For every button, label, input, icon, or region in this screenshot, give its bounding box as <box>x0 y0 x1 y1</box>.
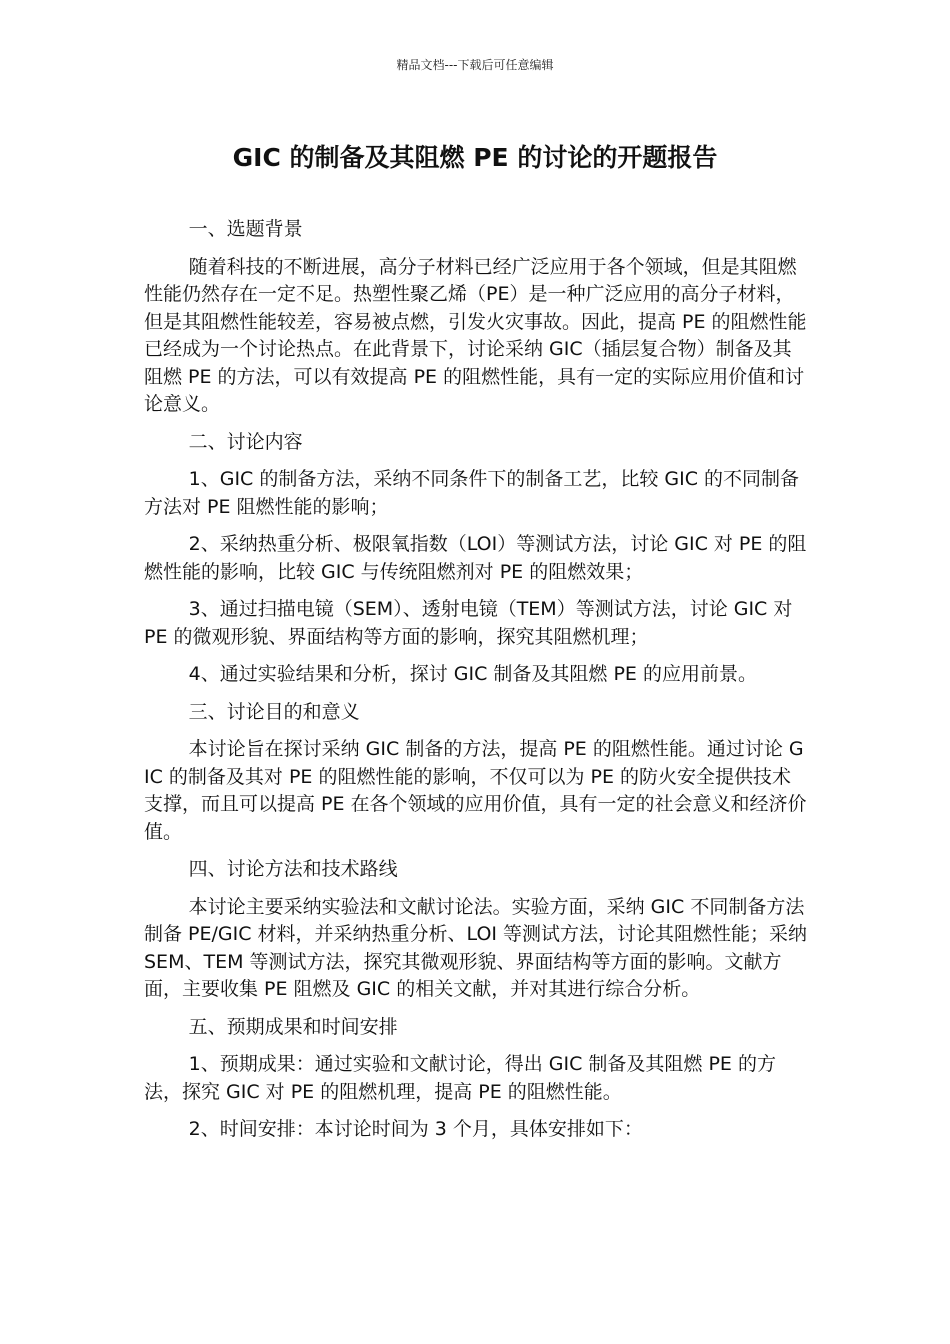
paragraph-content-item-3: 3、通过扫描电镜（SEM）、透射电镜（TEM）等测试方法，讨论 GIC 对 PE 的微观形貌、界面结构等方面的影响，探究其阻燃机理； <box>144 598 793 648</box>
paragraph-expected-results: 1、预期成果：通过实验和文献讨论，得出 GIC 制备及其阻燃 PE 的方法，探究 GIC 对 PE 的阻燃机理，提高 PE 的阻燃性能。 <box>144 1053 776 1103</box>
paragraph-content-item-2: 2、采纳热重分析、极限氧指数（LOI）等测试方法，讨论 GIC 对 PE 的阻燃性能的影响，比较 GIC 与传统阻燃剂对 PE 的阻燃效果； <box>144 533 807 583</box>
section-heading-methods: 四、讨论方法和技术路线 <box>188 858 398 880</box>
paragraph-purpose: 本讨论旨在探讨采纳 GIC 制备的方法，提高 PE 的阻燃性能。通过讨论 GIC 的制备及其对 PE 的阻燃性能的影响，不仅可以为 PE 的防火安全提供技术支撑，而且可以提高 PE 在各个领域的应用价值，具有一定的社会意义和经济价值。 <box>144 738 807 843</box>
paragraph-methods: 本讨论主要采纳实验法和文献讨论法。实验方面，采纳 GIC 不同制备方法制备 PE/GIC 材料，并采纳热重分析、LOI 等测试方法，讨论其阻燃性能；采纳 SEM、TEM 等测试方法，探究其微观形貌、界面结构等方面的影响。文献方面，主要收集 PE 阻燃及 GIC 的相关文献，并对其进行综合分析。 <box>144 895 808 1000</box>
section-heading-content: 二、讨论内容 <box>188 430 303 453</box>
paragraph-content-item-1: 1、GIC 的制备方法，采纳不同条件下的制备工艺，比较 GIC 的不同制备方法对 PE 阻燃性能的影响； <box>144 468 800 518</box>
paragraph-content-item-4: 4、通过实验结果和分析，探讨 GIC 制备及其阻燃 PE 的应用前景。 <box>188 663 757 685</box>
section-heading-purpose: 三、讨论目的和意义 <box>188 700 360 723</box>
paragraph-timeline: 2、时间安排：本讨论时间为 3 个月，具体安排如下： <box>188 1118 643 1140</box>
paragraph-background: 随着科技的不断进展，高分子材料已经广泛应用于各个领域，但是其阻燃性能仍然存在一定不足。热塑性聚乙烯（PE）是一种广泛应用的高分子材料，但是其阻燃性能较差，容易被点燃，引发火灾事故。因此，提高 PE 的阻燃性能已经成为一个讨论热点。在此背景下，讨论采纳 GIC（插层复合物）制备及其阻燃 PE 的方法，可以有效提高 PE 的阻燃性能，具有一定的实际应用价值和讨论意义。 <box>144 255 807 415</box>
document-body <box>144 216 808 1154</box>
section-heading-background: 一、选题背景 <box>188 218 303 240</box>
section-heading-schedule: 五、预期成果和时间安排 <box>188 1015 398 1038</box>
header-note: 精品文档---下载后可任意编辑 <box>396 58 554 72</box>
document-title: GIC 的制备及其阻燃 PE 的讨论的开题报告 <box>232 143 718 172</box>
